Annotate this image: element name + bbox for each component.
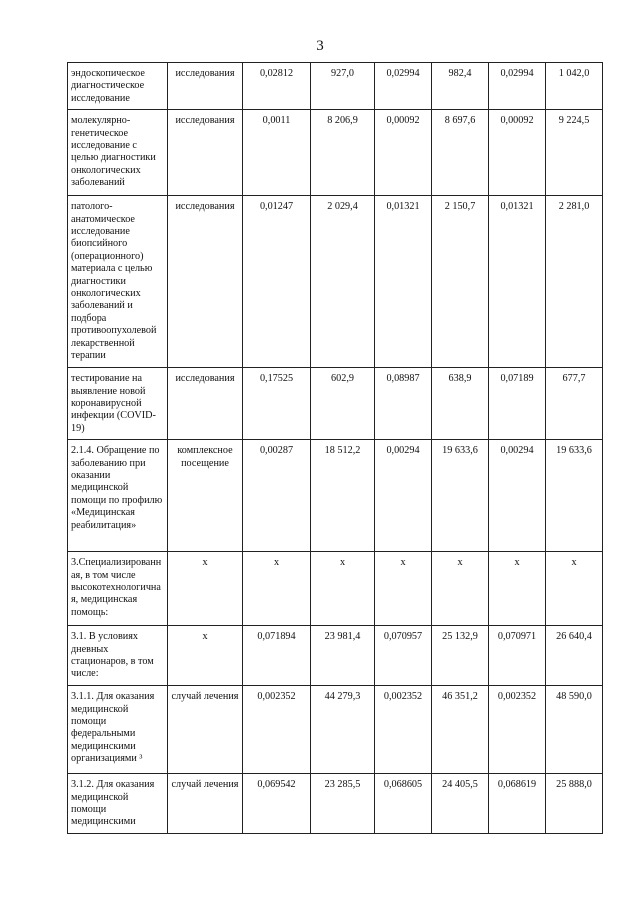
row-label: 3.Специализированная, в том числе высокотехнологичная, медицинская помощь: — [68, 552, 168, 626]
row-label: эндоскопическое диагностическое исследование — [68, 63, 168, 110]
cell-value: 9 224,5 — [546, 110, 603, 196]
page-number: 3 — [316, 38, 324, 54]
cell-value: 2 029,4 — [311, 196, 375, 368]
table-row — [68, 686, 603, 774]
cell-value: 0,00294 — [375, 440, 432, 552]
cell-value: 46 351,2 — [432, 686, 489, 774]
cell-value: х — [546, 552, 603, 626]
row-unit: комплексное посещение — [168, 440, 243, 552]
cell-value: 1 042,0 — [546, 63, 603, 110]
cell-value: х — [489, 552, 546, 626]
cell-value: 0,08987 — [375, 368, 432, 440]
table-row — [68, 552, 603, 626]
row-label: 3.1.2. Для оказания медицинской помощи медицинскими — [68, 774, 168, 834]
table-row — [68, 196, 603, 368]
cell-value: 0,01321 — [489, 196, 546, 368]
row-unit: х — [168, 626, 243, 686]
row-unit: исследования — [168, 63, 243, 110]
cell-value: 0,068619 — [489, 774, 546, 834]
row-label: 2.1.4. Обращение по заболеванию при оказании медицинской помощи по профилю «Медицинская реабилитация» — [68, 440, 168, 552]
cell-value: 982,4 — [432, 63, 489, 110]
cell-value: х — [243, 552, 311, 626]
row-label: молекулярно-генетическое исследование с целью диагностики онкологических заболеваний — [68, 110, 168, 196]
cell-value: 18 512,2 — [311, 440, 375, 552]
cell-value: 0,00092 — [375, 110, 432, 196]
cell-value: 0,002352 — [375, 686, 432, 774]
cell-value: 0,002352 — [243, 686, 311, 774]
cell-value: 48 590,0 — [546, 686, 603, 774]
cell-value: 8 697,6 — [432, 110, 489, 196]
row-unit: исследования — [168, 110, 243, 196]
cell-value: 19 633,6 — [546, 440, 603, 552]
cell-value: 25 888,0 — [546, 774, 603, 834]
row-unit: случай лечения — [168, 686, 243, 774]
cell-value: 0,17525 — [243, 368, 311, 440]
cell-value: 8 206,9 — [311, 110, 375, 196]
table-row — [68, 368, 603, 440]
cell-value: 0,068605 — [375, 774, 432, 834]
table-row — [68, 440, 603, 552]
cell-value: 927,0 — [311, 63, 375, 110]
cell-value: 0,00287 — [243, 440, 311, 552]
cell-value: 638,9 — [432, 368, 489, 440]
cell-value: 602,9 — [311, 368, 375, 440]
cell-value: 44 279,3 — [311, 686, 375, 774]
cell-value: 2 150,7 — [432, 196, 489, 368]
cell-value: 0,01321 — [375, 196, 432, 368]
cell-value: 2 281,0 — [546, 196, 603, 368]
tariff-table — [67, 62, 603, 834]
cell-value: 0,002352 — [489, 686, 546, 774]
cell-value: х — [311, 552, 375, 626]
cell-value: 0,0011 — [243, 110, 311, 196]
table-row — [68, 626, 603, 686]
cell-value: х — [432, 552, 489, 626]
table-row — [68, 63, 603, 110]
cell-value: 19 633,6 — [432, 440, 489, 552]
row-unit: х — [168, 552, 243, 626]
table-row — [68, 774, 603, 834]
cell-value: 677,7 — [546, 368, 603, 440]
cell-value: 25 132,9 — [432, 626, 489, 686]
cell-value: 0,07189 — [489, 368, 546, 440]
row-label: тестирование на выявление новой коронавирусной инфекции (COVID-19) — [68, 368, 168, 440]
row-unit: исследования — [168, 368, 243, 440]
row-label: 3.1.1. Для оказания медицинской помощи федеральными медицинскими организациями ³ — [68, 686, 168, 774]
cell-value: 0,071894 — [243, 626, 311, 686]
row-label: патолого-анатомическое исследование биопсийного (операционного) материала с целью диагностики онкологических заболеваний и подбора противоопухолевой лекарственной терапии — [68, 196, 168, 368]
cell-value: 26 640,4 — [546, 626, 603, 686]
table-row — [68, 110, 603, 196]
cell-value: 0,070957 — [375, 626, 432, 686]
cell-value: 23 981,4 — [311, 626, 375, 686]
row-unit: исследования — [168, 196, 243, 368]
cell-value: 0,02994 — [375, 63, 432, 110]
cell-value: х — [375, 552, 432, 626]
cell-value: 23 285,5 — [311, 774, 375, 834]
cell-value: 0,00092 — [489, 110, 546, 196]
cell-value: 24 405,5 — [432, 774, 489, 834]
cell-value: 0,00294 — [489, 440, 546, 552]
cell-value: 0,02994 — [489, 63, 546, 110]
row-label: 3.1. В условиях дневных стационаров, в том числе: — [68, 626, 168, 686]
cell-value: 0,069542 — [243, 774, 311, 834]
row-unit: случай лечения — [168, 774, 243, 834]
cell-value: 0,01247 — [243, 196, 311, 368]
cell-value: 0,02812 — [243, 63, 311, 110]
cell-value: 0,070971 — [489, 626, 546, 686]
